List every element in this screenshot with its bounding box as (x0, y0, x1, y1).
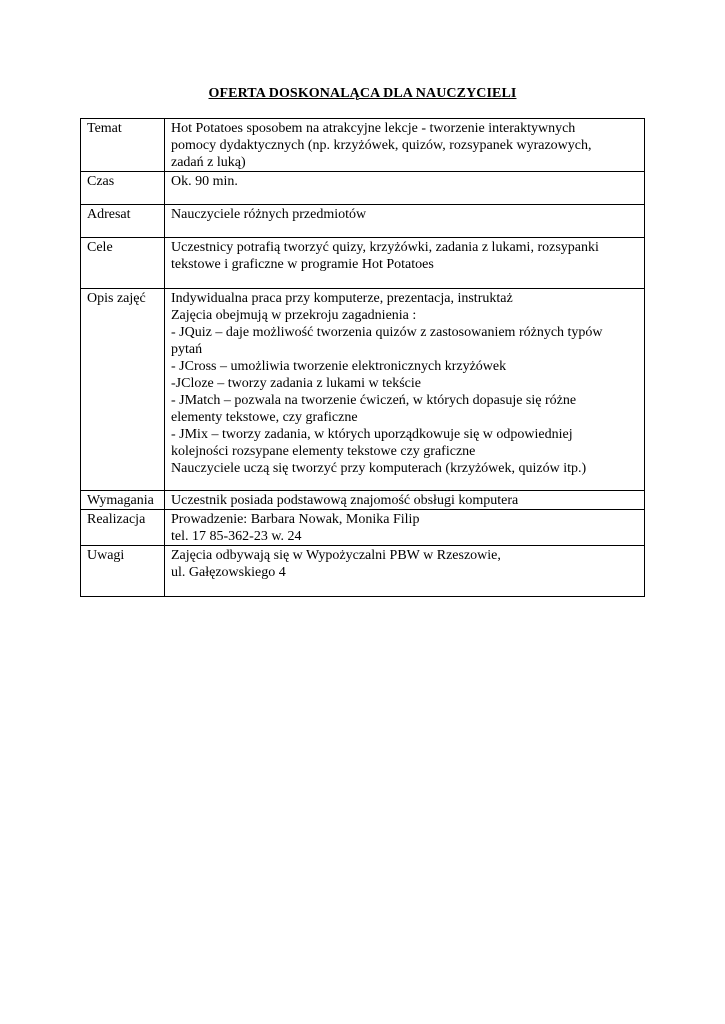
value-line: elementy tekstowe, czy graficzne (171, 410, 358, 425)
row-value (165, 238, 645, 289)
value-line: - JMatch – pozwala na tworzenie ćwiczeń, w których dopasuje się różne (171, 393, 577, 408)
value-line: - JCross – umożliwia tworzenie elektronicznych krzyżówek (171, 359, 507, 374)
value-line: tel. 17 85-362-23 w. 24 (171, 529, 302, 544)
value-line: Uczestnik posiada podstawową znajomość obsługi komputera (171, 493, 519, 508)
row-label: Opis zajęć (81, 289, 165, 491)
row-value (165, 510, 645, 546)
value-line: - JQuiz – daje możliwość tworzenia quizów z zastosowaniem różnych typów (171, 325, 603, 340)
table-row-uwagi (81, 546, 645, 597)
row-label: Realizacja (81, 510, 165, 546)
value-line: Zajęcia obejmują w przekroju zagadnienia : (171, 308, 417, 323)
table-row-adresat (81, 205, 645, 238)
table-row-realizacja (81, 510, 645, 546)
row-value (165, 205, 645, 238)
value-line: kolejności rozsypane elementy tekstowe czy graficzne (171, 444, 476, 459)
offer-table (80, 118, 645, 597)
value-line: Ok. 90 min. (171, 174, 238, 189)
row-label: Wymagania (81, 491, 165, 510)
value-line: pomocy dydaktycznych (np. krzyżówek, quizów, rozsypanek wyrazowych, (171, 138, 592, 153)
table-row-wymagania (81, 491, 645, 510)
row-label: Uwagi (81, 546, 165, 597)
value-line: Hot Potatoes sposobem na atrakcyjne lekcje - tworzenie interaktywnych (171, 121, 576, 136)
row-value (165, 119, 645, 172)
row-label: Czas (81, 172, 165, 205)
table-row-cele (81, 238, 645, 289)
value-line: Nauczyciele uczą się tworzyć przy komputerach (krzyżówek, quizów itp.) (171, 461, 587, 476)
table-row-opis (81, 289, 645, 491)
row-value (165, 491, 645, 510)
row-label: Temat (81, 119, 165, 172)
value-line: pytań (171, 342, 203, 357)
value-line: Nauczyciele różnych przedmiotów (171, 207, 367, 222)
row-value (165, 546, 645, 597)
value-line: zadań z luką) (171, 155, 246, 170)
row-value (165, 172, 645, 205)
value-line: Zajęcia odbywają się w Wypożyczalni PBW w Rzeszowie, (171, 548, 501, 563)
value-line: Prowadzenie: Barbara Nowak, Monika Filip (171, 512, 420, 527)
value-line: - JMix – tworzy zadania, w których uporządkowuje się w odpowiedniej (171, 427, 573, 442)
value-line: Indywidualna praca przy komputerze, prezentacja, instruktaż (171, 291, 513, 306)
table-row-czas (81, 172, 645, 205)
row-label: Adresat (81, 205, 165, 238)
table-row-temat (81, 119, 645, 172)
document-title: OFERTA DOSKONALĄCA DLA NAUCZYCIELI (208, 86, 517, 101)
value-line: tekstowe i graficzne w programie Hot Potatoes (171, 257, 434, 272)
value-line: ul. Gałęzowskiego 4 (171, 565, 286, 580)
value-line: Uczestnicy potrafią tworzyć quizy, krzyżówki, zadania z lukami, rozsypanki (171, 240, 599, 255)
row-label: Cele (81, 238, 165, 289)
row-value (165, 289, 645, 491)
value-line: -JCloze – tworzy zadania z lukami w tekście (171, 376, 421, 391)
